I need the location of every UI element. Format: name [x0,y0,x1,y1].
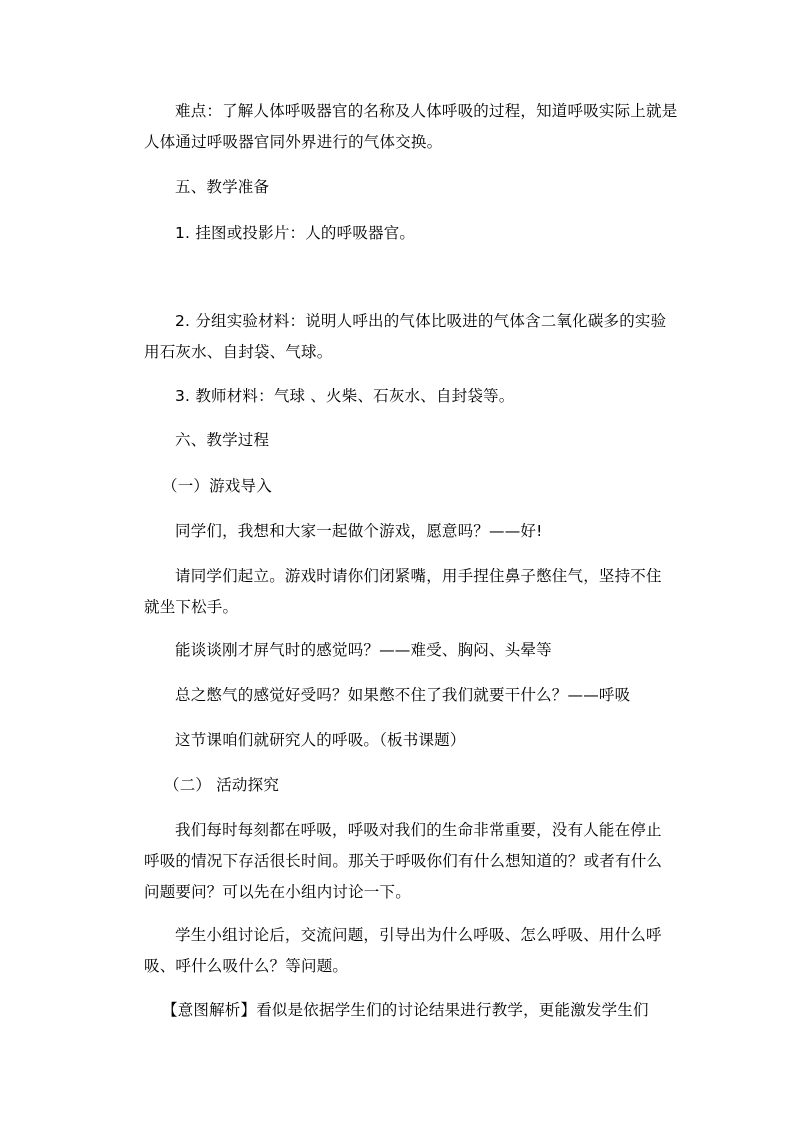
text-line: 人体通过呼吸器官同外界进行的气体交换。 [144,133,443,151]
intent-label: 【意图解析】 [162,1001,257,1019]
subheading-activity: （二） 活动探究 [164,776,280,794]
intent-text: 看似是依据学生们的讨论结果进行教学，更能激发学生们 [256,1001,649,1019]
section-heading-process: 六、教学过程 [175,431,270,449]
text-line: 请同学们起立。游戏时请你们闭紧嘴，用手捏住鼻子憋住气，坚持不住 [175,567,662,585]
teacher-greeting: 同学们，我想和大家一起做个游戏，愿意吗？——好! [175,522,543,540]
breath-question: 总之憋气的感觉好受吗？如果憋不住了我们就要干什么？——呼吸 [175,686,631,704]
text-line: 问题要问？可以先在小组内讨论一下。 [144,883,411,901]
feeling-question: 能谈谈刚才屏气时的感觉吗？——难受、胸闷、头晕等 [175,641,552,659]
text-line: 呼吸的情况下存活很长时间。那关于呼吸你们有什么想知道的？或者有什么 [144,852,663,870]
prep-item-3: 3. 教师材料：气球 、火柴、石灰水、自封袋等。 [175,387,515,405]
text-line: 吸、呼什么吸什么？等问题。 [144,957,349,975]
section-heading-preparation: 五、教学准备 [175,178,270,196]
text-line: 2. 分组实验材料：说明人呼出的气体比吸进的气体含二氧化碳多的实验 [175,312,667,330]
subheading-game-intro: （一）游戏导入 [162,477,272,495]
prep-item-1: 1. 挂图或投影片：人的呼吸器官。 [175,224,416,242]
activity-intro-paragraph [144,815,676,908]
group-discussion-paragraph [144,920,676,982]
text-line: 用石灰水、自封袋、气球。 [144,343,333,361]
text-line: 难点：了解人体呼吸器官的名称及人体呼吸的过程，知道呼吸实际上就是 [175,102,678,120]
game-instructions [144,561,676,623]
text-line: 学生小组讨论后，交流问题，引导出为什么呼吸、怎么呼吸、用什么呼 [175,926,662,944]
text-line: 我们每时每刻都在呼吸，呼吸对我们的生命非常重要，没有人能在停止 [175,821,662,839]
lesson-topic: 这节课咱们就研究人的呼吸。（板书课题） [175,731,466,749]
text-line: 就坐下松手。 [144,598,239,616]
prep-item-2 [144,306,676,368]
difficulty-paragraph [144,96,676,158]
intent-analysis-paragraph [162,995,694,1026]
